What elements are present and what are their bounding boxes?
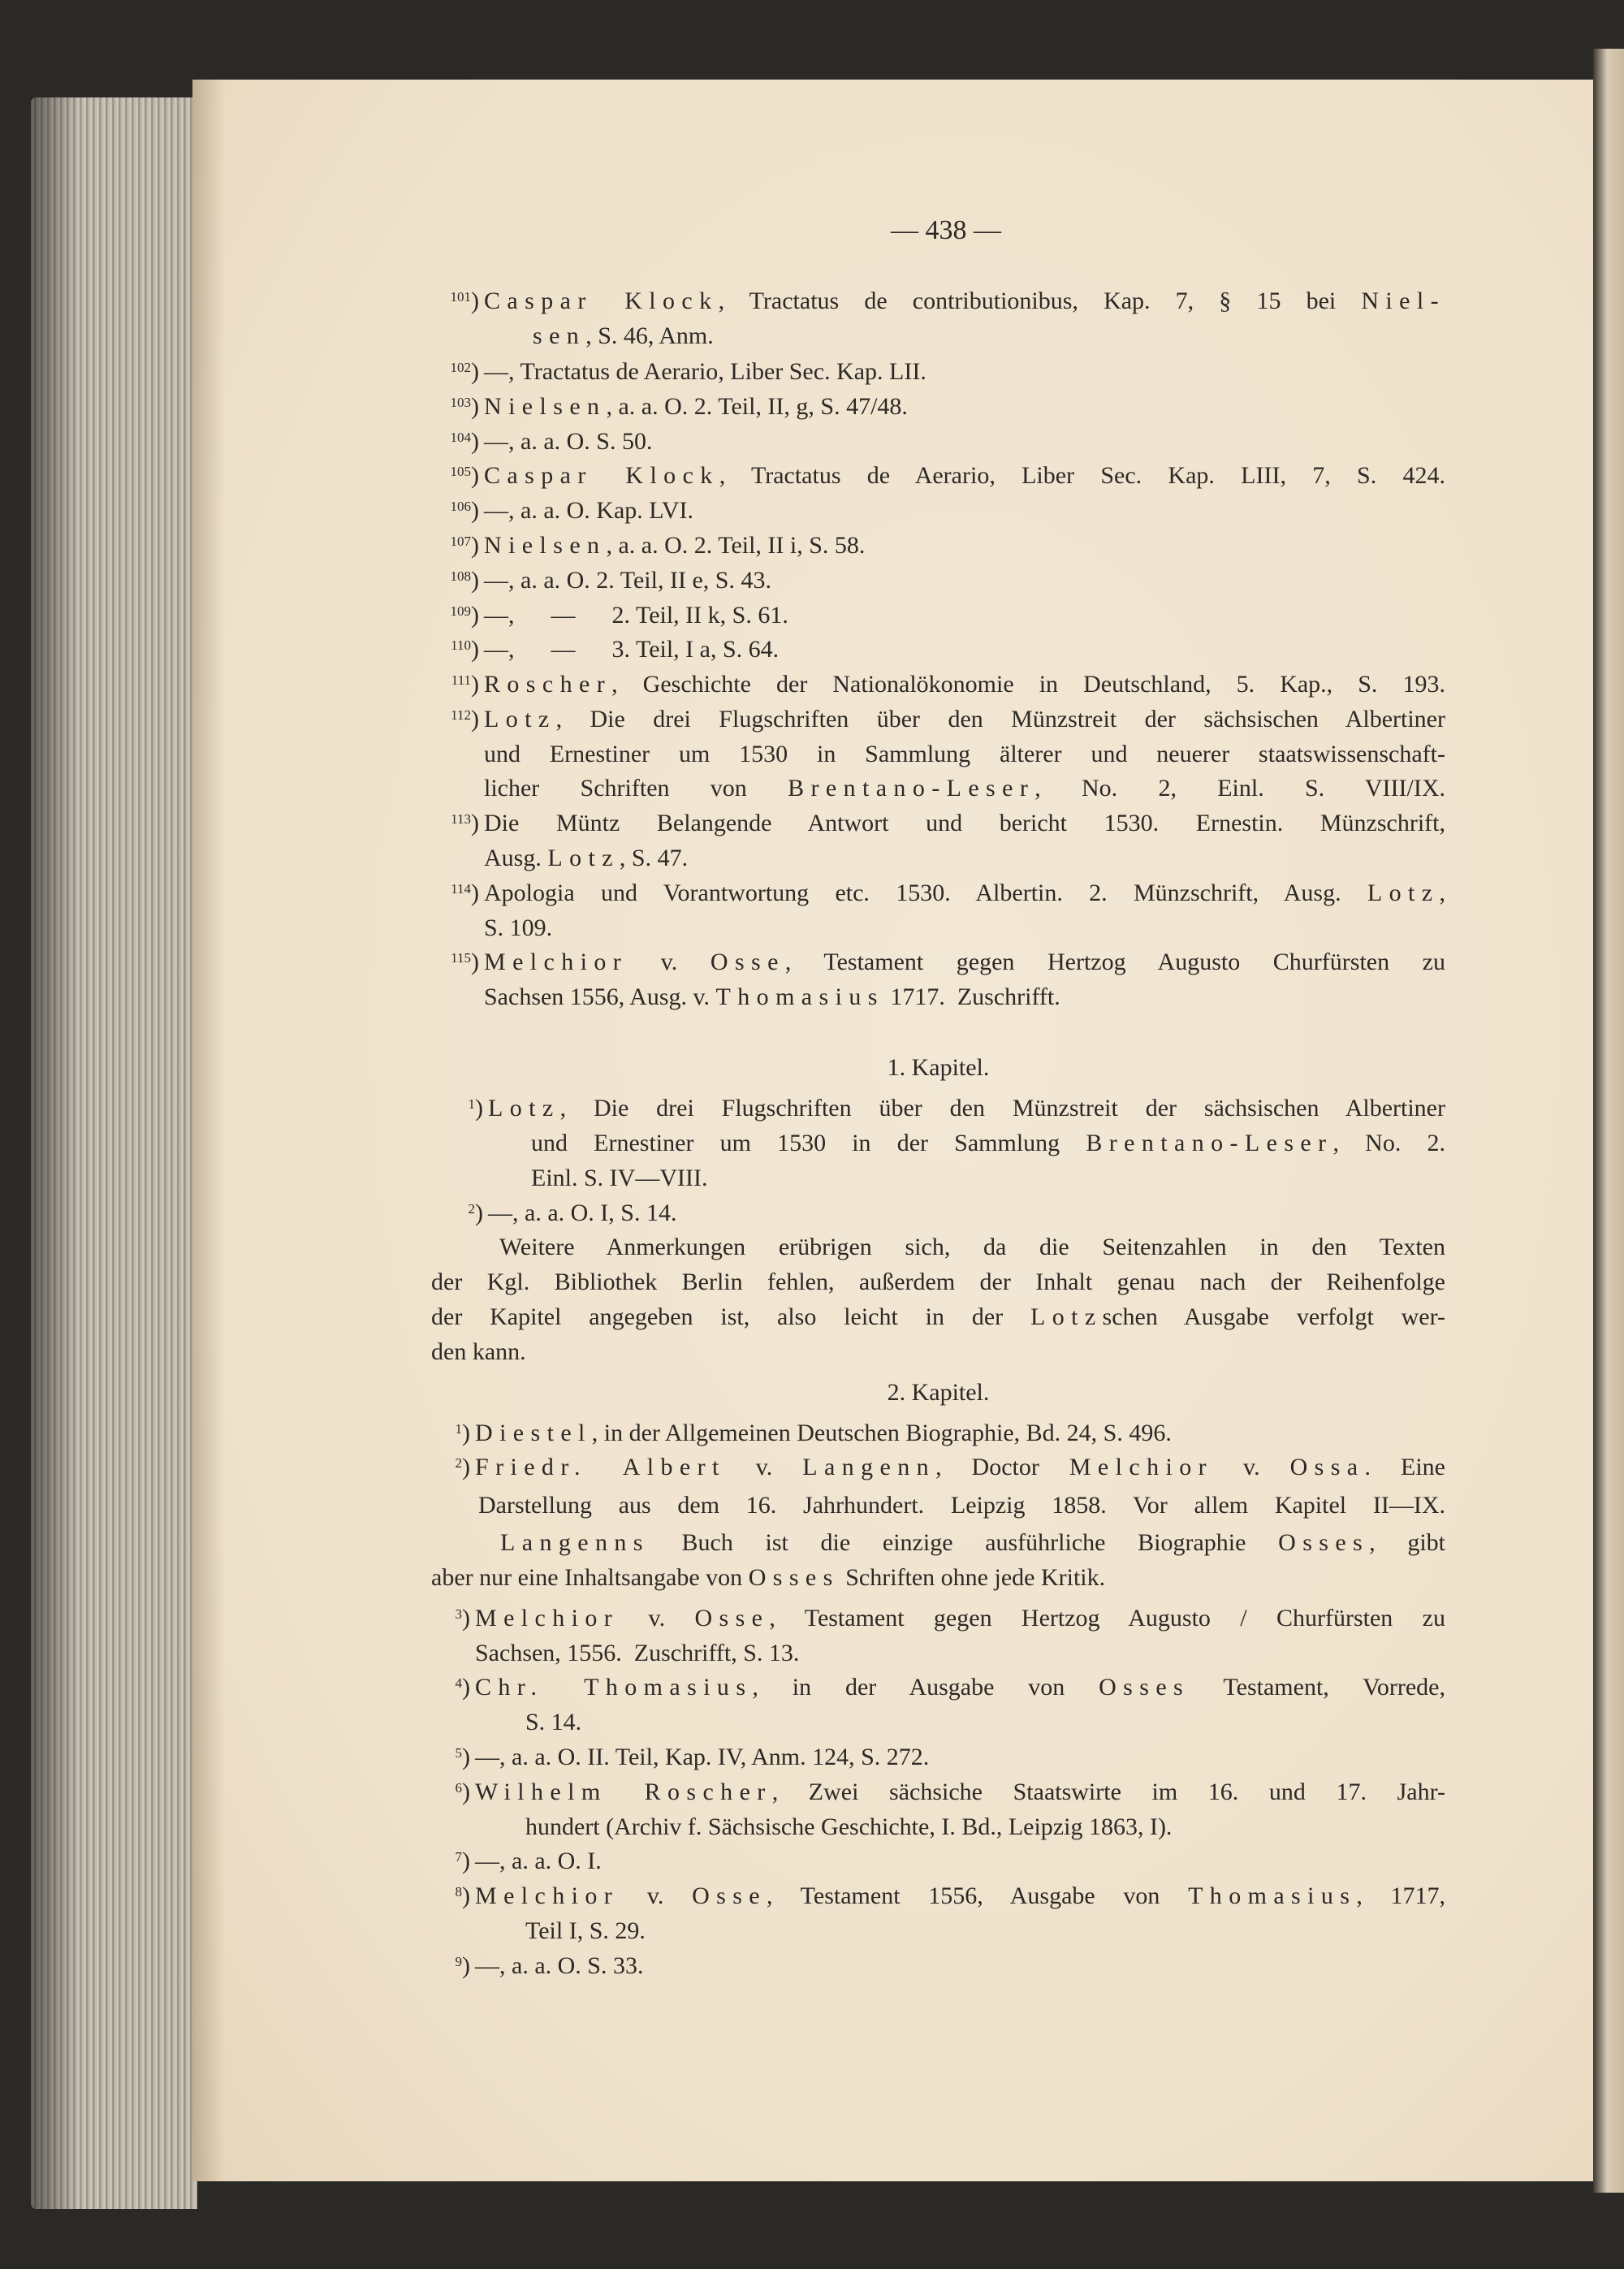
spaced-name: Osse [694, 1605, 770, 1632]
footnote-line [484, 285, 1445, 318]
footnote-number: 2 [468, 1201, 475, 1217]
text-segment: —, Tractatus de Aerario, Liber Sec. Kap. LII. [484, 358, 926, 385]
text-segment: , Zwei sächsiche Staatswirte im 16. und 17. Jahr- [771, 1778, 1445, 1805]
text-segment: Einl. S. IV—VIII. [531, 1165, 708, 1191]
footnote-line [525, 1811, 1445, 1843]
footnote-marker: $^{112}$) [451, 706, 479, 733]
footnote-number: 111 [451, 672, 471, 688]
text-segment: —, a. a. O. Kap. LVI. [484, 497, 694, 524]
footnote-line [484, 703, 1445, 736]
text-segment: Ausg. [484, 845, 548, 871]
footnote-number: 4 [455, 1675, 462, 1691]
footnote-marker: $^{111}$) [451, 671, 479, 698]
footnote-number: 103 [450, 395, 471, 410]
footnote-line [431, 1336, 1445, 1368]
page-gutter-shadow [192, 80, 225, 2181]
spaced-name: Osses [748, 1564, 840, 1591]
spaced-name: Niel- [1361, 287, 1445, 314]
footnote-marker: $^{103}$) [450, 393, 479, 420]
text-segment: , Tractatus de contributionibus, Kap. 7, § 15 bei [718, 287, 1362, 314]
footnote-number: 2 [455, 1455, 462, 1471]
text-segment: Die Müntz Belangende Antwort und bericht 1530. Ernestin. Münzschrift, [484, 810, 1445, 836]
footnote-line [533, 320, 1445, 352]
footnote-line [484, 772, 1445, 805]
footnote-number: 6 [455, 1780, 462, 1796]
footnote-marker: $^{115}$) [451, 949, 479, 975]
text-segment: Sachsen 1556, Ausg. v. [484, 983, 716, 1010]
footnote-number: 114 [451, 881, 471, 897]
footnote-line [531, 1162, 1445, 1195]
footnote-marker: $^{106}$) [450, 497, 479, 524]
footnote-marker: $^{102}$) [450, 358, 479, 385]
footnote-line [475, 1602, 1445, 1635]
footnote-marker: $^4$) [455, 1674, 470, 1701]
text-segment: , gibt [1369, 1529, 1445, 1556]
text-segment: —, a. a. O. II. Teil, Kap. IV, Anm. 124, S. 272. [475, 1744, 930, 1770]
text-segment: , in der Ausgabe von [752, 1674, 1099, 1701]
footnote-line [475, 1880, 1445, 1912]
spaced-name: Melchior [484, 949, 628, 975]
spaced-name: Melchior [475, 1882, 620, 1909]
text-segment: Weitere Anmerkungen erübrigen sich, da die Seitenzahlen in den Texten [499, 1234, 1445, 1260]
spaced-name: Lotz [547, 845, 620, 871]
text-segment: S. 109. [484, 914, 553, 941]
spaced-name: Osse [692, 1882, 767, 1909]
footnote-marker: $^{101}$) [450, 287, 479, 314]
footnote-number: 109 [450, 603, 471, 619]
footnote-line [500, 1527, 1445, 1559]
text-segment: , [1439, 880, 1445, 906]
spaced-name: Osse [710, 949, 785, 975]
footnote-line [475, 1845, 1445, 1878]
footnote-line [484, 633, 1445, 666]
footnote-line [484, 946, 1445, 979]
footnote-marker: $^{105}$) [450, 462, 479, 489]
text-segment: . Eine [1364, 1454, 1445, 1480]
text-segment: , a. a. O. 2. Teil, II i, S. 58. [606, 532, 866, 559]
footnote-line [484, 391, 1445, 423]
spaced-name: Caspar Klock [484, 287, 719, 314]
footnote-marker: $^1$) [455, 1420, 470, 1446]
footnote-number: 106 [450, 499, 471, 514]
spaced-name: Lotz [1367, 880, 1440, 906]
text-segment: v. [619, 1882, 693, 1909]
footnote-line [484, 842, 1445, 875]
spaced-name: Lotz [484, 706, 556, 733]
footnote-line [431, 1301, 1445, 1333]
text-segment: Teil I, S. 29. [525, 1917, 646, 1944]
footnote-line [525, 1706, 1445, 1739]
text-segment: , No. 2. [1332, 1130, 1446, 1156]
footnote-marker: $^{107}$) [450, 532, 479, 559]
spaced-name: Osses [1278, 1529, 1370, 1556]
footnote-number: 115 [451, 950, 471, 966]
spaced-name: Nielsen [484, 532, 607, 559]
text-segment: , S. 47. [619, 845, 689, 871]
text-segment: S. 14. [525, 1709, 582, 1735]
text-segment: Apologia und Vorantwortung etc. 1530. Albertin. 2. Münzschrift, Ausg. [484, 880, 1367, 906]
text-segment: , Geschichte der Nationalökonomie in Deutschland, 5. Kap., S. 193. [611, 671, 1445, 698]
chapter-heading-2: 2. Kapitel. [887, 1379, 990, 1406]
footnote-line [484, 495, 1445, 527]
spaced-name: Brentano-Leser [1086, 1130, 1333, 1156]
footnote-line [525, 1915, 1445, 1947]
text-segment: —, a. a. O. S. 33. [475, 1952, 644, 1979]
text-segment: der Kapitel angegeben ist, also leicht in der [431, 1303, 1030, 1330]
footnote-line [484, 877, 1445, 910]
footnote-marker: $^{114}$) [451, 880, 479, 906]
text-segment: Darstellung aus dem 16. Jahrhundert. Leipzig 1858. Vor allem Kapitel II—IX. [478, 1492, 1445, 1519]
footnote-number: 110 [451, 637, 471, 653]
footnote-marker: $^{113}$) [451, 810, 479, 836]
spaced-name: Melchior [1069, 1454, 1214, 1480]
text-segment: , Tractatus de Aerario, Liber Sec. Kap. LIII, 7, S. 424. [719, 462, 1445, 489]
footnote-number: 9 [455, 1954, 462, 1969]
footnote-number: 1 [468, 1096, 475, 1112]
footnote-marker: $^{109}$) [450, 602, 479, 629]
text-segment: , Testament gegen Hertzog Augusto / Churfürsten zu [769, 1605, 1445, 1632]
footnote-marker: $^2$) [468, 1199, 483, 1226]
footnote-line [531, 1127, 1445, 1160]
text-segment: licher Schriften von [484, 775, 788, 802]
footnote-number: 113 [451, 811, 471, 827]
text-segment: , a. a. O. 2. Teil, II, g, S. 47/48. [606, 393, 908, 420]
spaced-name: Chr. Thomasius [475, 1674, 753, 1701]
text-segment: —, a. a. O. I. [475, 1848, 602, 1874]
footnote-marker: $^2$) [455, 1454, 470, 1480]
footnote-number: 105 [450, 464, 471, 479]
spaced-name: Thomasius [1188, 1882, 1357, 1909]
footnote-line [475, 1950, 1445, 1982]
footnote-number: 101 [450, 289, 471, 305]
text-segment: und Ernestiner um 1530 in der Sammlung [531, 1130, 1086, 1156]
footnote-line [484, 738, 1445, 771]
footnote-marker: $^3$) [455, 1605, 470, 1632]
spaced-name: sen [533, 322, 586, 349]
text-segment: Testament, Vorrede, [1190, 1674, 1445, 1701]
footnote-line [431, 1266, 1445, 1299]
text-segment: v. [619, 1605, 695, 1632]
text-segment: 1717. Zuschrifft. [883, 983, 1060, 1010]
text-segment: —, — 3. Teil, I a, S. 64. [484, 636, 780, 663]
footnote-line [431, 1562, 1445, 1594]
footnote-line [484, 564, 1445, 597]
footnote-number: 1 [455, 1421, 462, 1437]
footnote-line [499, 1231, 1445, 1264]
footnote-line [488, 1092, 1445, 1125]
text-segment: Schriften ohne jede Kritik. [839, 1564, 1106, 1591]
text-segment: v. [1213, 1454, 1290, 1480]
text-segment: hundert (Archiv f. Sächsische Geschichte, I. Bd., Leipzig 1863, I). [525, 1813, 1173, 1840]
text-segment: aber nur eine Inhaltsangabe von [431, 1564, 749, 1591]
footnote-number: 3 [455, 1606, 462, 1622]
footnote-line [475, 1741, 1445, 1774]
footnote-line [484, 807, 1445, 840]
footnote-marker: $^{108}$) [450, 567, 479, 594]
text-segment: der Kgl. Bibliothek Berlin fehlen, außerdem der Inhalt genau nach der Reihenfolge [431, 1268, 1445, 1295]
spaced-name: Langenns [500, 1529, 650, 1556]
footnote-number: 104 [450, 430, 471, 445]
spaced-name: Osses [1099, 1674, 1190, 1701]
footnote-line [475, 1671, 1445, 1704]
footnote-line [484, 599, 1445, 632]
text-segment: , Testament gegen Hertzog Augusto Churfürsten zu [784, 949, 1445, 975]
text-segment: , Testament 1556, Ausgabe von [767, 1882, 1189, 1909]
footnote-line [475, 1637, 1445, 1670]
footnote-line [484, 668, 1445, 701]
footnote-marker: $^7$) [455, 1848, 470, 1874]
footnote-line [475, 1776, 1445, 1809]
text-segment: , 1717, [1356, 1882, 1446, 1909]
text-segment: , Doctor [935, 1454, 1069, 1480]
footnote-line [475, 1417, 1445, 1450]
footnote-line [475, 1451, 1445, 1484]
text-segment: , Die drei Flugschriften über den Münzstreit der sächsischen Albertiner [555, 706, 1445, 733]
text-segment: , No. 2, Einl. S. VIII/IX. [1034, 775, 1445, 802]
spaced-name: Lotz [1030, 1303, 1103, 1330]
spaced-name: Melchior [475, 1605, 620, 1632]
spaced-name: Thomasius [715, 983, 884, 1010]
footnote-marker: $^9$) [455, 1952, 470, 1979]
footnote-number: 5 [455, 1745, 462, 1761]
spaced-name: Langenn [802, 1454, 936, 1480]
spaced-name: Roscher [484, 671, 612, 698]
text-segment: —, a. a. O. I, S. 14. [488, 1199, 677, 1226]
text-segment: —, a. a. O. 2. Teil, II e, S. 43. [484, 567, 771, 594]
next-page-edge [1593, 49, 1624, 2193]
footnote-line [488, 1197, 1445, 1230]
footnote-marker: $^8$) [455, 1882, 470, 1909]
footnote-line [478, 1489, 1445, 1522]
footnote-line [484, 529, 1445, 562]
footnote-line [484, 356, 1445, 388]
text-segment: , S. 46, Anm. [585, 322, 714, 349]
footnote-marker: $^5$) [455, 1744, 470, 1770]
text-segment: v. [725, 1454, 803, 1480]
footnote-marker: $^{110}$) [451, 636, 479, 663]
text-segment: schen Ausgabe verfolgt wer- [1102, 1303, 1445, 1330]
footnote-line [484, 426, 1445, 458]
footnote-number: 8 [455, 1884, 462, 1899]
text-segment: —, — 2. Teil, II k, S. 61. [484, 602, 788, 629]
text-segment: den kann. [431, 1338, 526, 1365]
footnote-number: 7 [455, 1849, 462, 1865]
page-stack-shadow [31, 97, 80, 2209]
footnote-number: 112 [451, 707, 471, 723]
spaced-name: Brentano-Leser [788, 775, 1035, 802]
spaced-name: Ossa [1289, 1454, 1365, 1480]
page-number: — 438 — [891, 215, 1001, 245]
footnote-number: 107 [450, 534, 471, 549]
footnote-marker: $^{104}$) [450, 428, 479, 455]
text-segment: v. [628, 949, 710, 975]
footnote-line [484, 460, 1445, 492]
spaced-name: Nielsen [484, 393, 607, 420]
chapter-heading-1: 1. Kapitel. [887, 1054, 990, 1081]
text-segment: Buch ist die einzige ausführliche Biographie [649, 1529, 1279, 1556]
text-segment: , Die drei Flugschriften über den Münzstreit der sächsischen Albertiner [559, 1095, 1445, 1122]
spaced-name: Friedr. Albert [475, 1454, 726, 1480]
footnote-number: 102 [450, 360, 471, 375]
text-segment: —, a. a. O. S. 50. [484, 428, 653, 455]
spaced-name: Wilhelm Roscher [475, 1778, 772, 1805]
footnote-marker: $^6$) [455, 1778, 470, 1805]
spaced-name: Caspar Klock [484, 462, 719, 489]
footnote-number: 108 [450, 568, 471, 584]
footnote-line [484, 981, 1445, 1013]
text-segment: und Ernestiner um 1530 in Sammlung älterer und neuerer staatswissenschaft- [484, 741, 1445, 767]
spaced-name: Diestel [475, 1420, 592, 1446]
footnote-line [484, 912, 1445, 944]
text-segment: Sachsen, 1556. Zuschrifft, S. 13. [475, 1640, 800, 1666]
text-segment: , in der Allgemeinen Deutschen Biographie, Bd. 24, S. 496. [591, 1420, 1172, 1446]
footnote-marker: $^1$) [468, 1095, 483, 1122]
spaced-name: Lotz [488, 1095, 560, 1122]
